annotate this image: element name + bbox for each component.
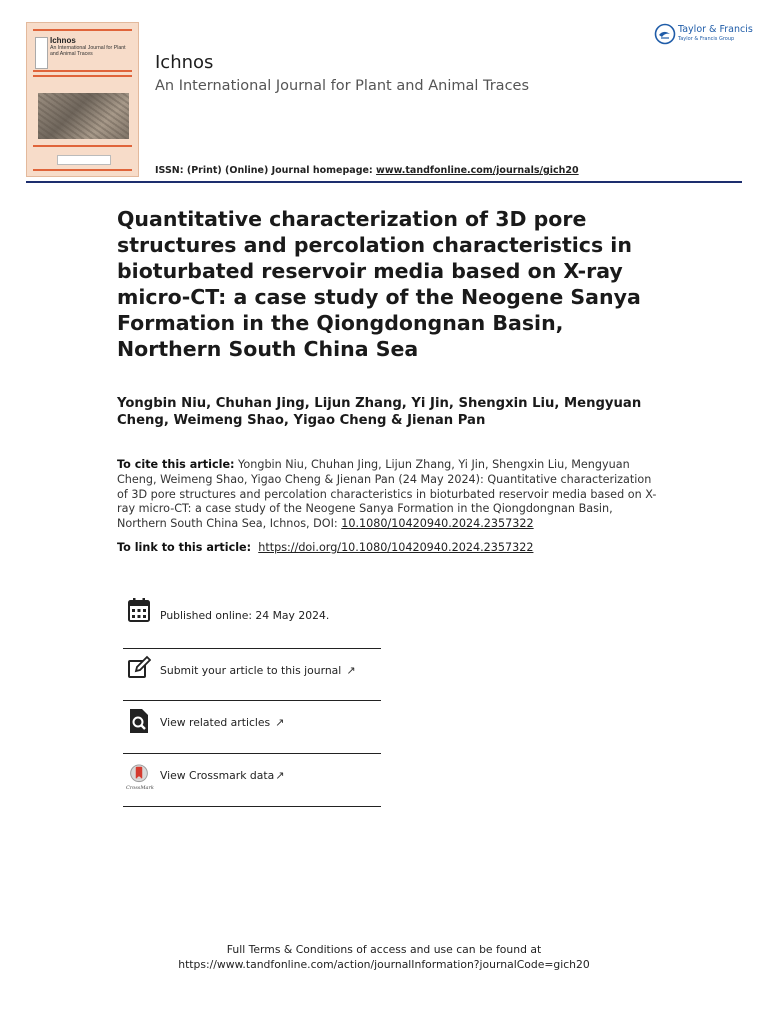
row-divider (123, 753, 381, 754)
terms-footer (0, 942, 768, 972)
publisher-name: Taylor & Francis (678, 24, 753, 35)
cover-stripe (33, 145, 132, 147)
cover-stripe (33, 70, 132, 72)
row-divider (123, 700, 381, 701)
citation-label: To cite this article: (117, 458, 235, 471)
publisher-group: Taylor & Francis Group (678, 36, 735, 42)
cover-logo (35, 37, 48, 69)
citation-text: Yongbin Niu, Chuhan Jing, Lijun Zhang, Yi Jin, Shengxin Liu, Mengyuan Cheng, Weimeng Shao, Yigao Cheng & Jienan Pan (24 May 2024): Quantitative characterization of 3D pore structures and percolation characteristics in bioturbated reservoir media based on X-ray micro-CT: a case study of the Neogene Sanya Formation in the Qiongdongnan Basin, Northern South China Sea, Ichnos, DOI: (117, 458, 657, 531)
submit-article-row[interactable] (123, 649, 381, 701)
journal-subtitle: An International Journal for Plant and Animal Traces (155, 78, 530, 94)
article-doi-url[interactable]: https://doi.org/10.1080/10420940.2024.2357322 (258, 541, 534, 554)
external-link-icon: ↗ (346, 664, 356, 677)
external-link-icon: ↗ (275, 716, 285, 729)
row-divider (123, 806, 381, 807)
cover-subtitle: An International Journal for Plant and Animal Traces (50, 45, 126, 57)
crossmark-link[interactable] (160, 769, 284, 782)
taylor-francis-icon (654, 23, 676, 45)
journal-homepage-link[interactable]: www.tandfonline.com/journals/gich20 (376, 165, 579, 176)
related-articles-label: View related articles (160, 716, 271, 729)
article-title: Quantitative characterization of 3D pore structures and percolation characteristics in bioturbated reservoir media based on X-ray micro-CT: a case study of the Neogene Sanya Formation in the Qiongdongnan Basin, Northern South China Sea (117, 207, 641, 361)
article-link-label: To link to this article: (117, 541, 252, 554)
cover-stripe (33, 29, 132, 31)
cover-stripe (33, 169, 132, 171)
edit-icon (127, 655, 151, 681)
journal-cover-image (26, 22, 139, 177)
related-articles-row[interactable] (123, 702, 381, 754)
crossmark-row[interactable] (123, 755, 381, 807)
header-rule (26, 181, 742, 183)
terms-url[interactable]: https://www.tandfonline.com/action/journalInformation?journalCode=gich20 (178, 958, 590, 971)
external-link-icon: ↗ (275, 769, 285, 782)
citation-block (117, 458, 657, 532)
crossmark-logo-text: CrossMark (126, 785, 154, 791)
related-articles-link[interactable] (160, 716, 284, 729)
cover-photo (38, 93, 129, 139)
cover-title: Ichnos (50, 36, 76, 45)
issn-label: ISSN: (Print) (Online) Journal homepage: (155, 165, 377, 176)
search-document-icon (127, 708, 151, 734)
published-online-text: Published online: 24 May 2024. (160, 609, 330, 622)
article-link-block (117, 541, 657, 554)
calendar-icon (127, 597, 151, 623)
terms-text: Full Terms & Conditions of access and use can be found at (226, 943, 542, 956)
cover-footer-logo (57, 155, 111, 165)
article-authors: Yongbin Niu, Chuhan Jing, Lijun Zhang, Yi Jin, Shengxin Liu, Mengyuan Cheng, Weimeng Shao, Yigao Cheng & Jienan Pan (117, 396, 642, 428)
submit-article-label: Submit your article to this journal (160, 664, 342, 677)
cover-stripe (33, 75, 132, 77)
submit-article-link[interactable] (160, 664, 356, 677)
published-online-row (123, 597, 381, 649)
journal-name: Ichnos (155, 52, 214, 73)
crossmark-label: View Crossmark data (160, 769, 275, 782)
issn-line (155, 165, 579, 176)
doi-link[interactable]: 10.1080/10420940.2024.2357322 (341, 517, 534, 531)
